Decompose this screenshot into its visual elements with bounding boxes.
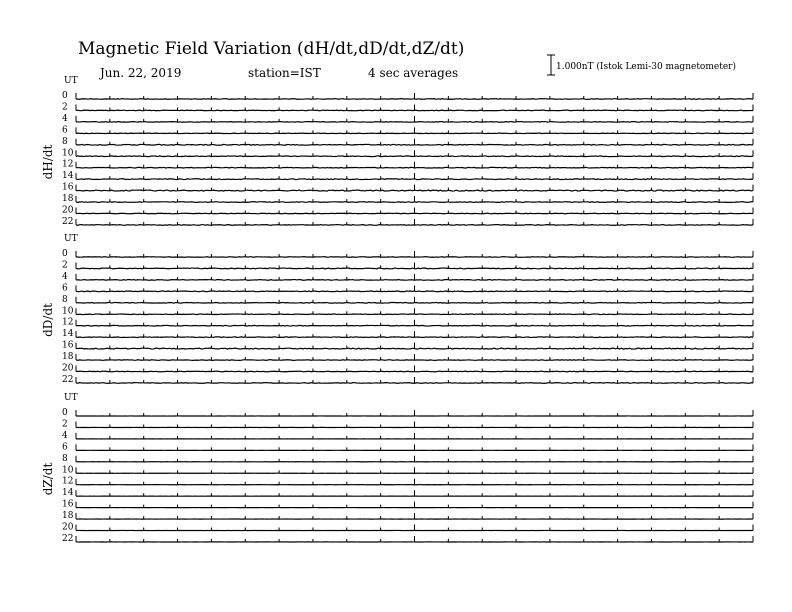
trace-line	[76, 225, 753, 226]
trace-line	[76, 291, 753, 292]
trace-line	[76, 348, 753, 349]
component-label: dZ/dt	[41, 462, 55, 496]
scale-bar	[547, 55, 736, 75]
hour-label: 6	[62, 125, 68, 136]
trace-line	[76, 144, 753, 145]
hour-label: 20	[62, 363, 74, 374]
trace-line	[76, 156, 753, 157]
panels-group	[41, 76, 753, 544]
trace-line	[76, 314, 753, 315]
hour-label: 16	[62, 499, 74, 510]
trace-line	[76, 122, 753, 123]
hour-label: 22	[62, 216, 74, 227]
ut-label: UT	[64, 234, 78, 244]
hour-label: 4	[62, 271, 68, 282]
hour-label: 14	[62, 488, 74, 499]
ut-label: UT	[64, 393, 78, 403]
hour-label: 16	[62, 182, 74, 193]
ut-label: UT	[64, 76, 78, 86]
date-label: Jun. 22, 2019	[100, 66, 182, 80]
trace-line	[76, 190, 753, 191]
hour-label: 18	[62, 511, 74, 522]
trace-line	[76, 360, 753, 361]
trace-line	[76, 99, 753, 100]
hour-label: 2	[62, 102, 68, 113]
panel-2	[41, 393, 753, 544]
averaging-label: 4 sec averages	[368, 66, 459, 80]
panel-0	[41, 76, 753, 227]
component-label: dD/dt	[41, 303, 55, 337]
trace-line	[76, 213, 753, 214]
trace-line	[76, 325, 753, 326]
hour-label: 20	[62, 205, 74, 216]
hour-label: 12	[62, 317, 74, 328]
station-label: station=IST	[248, 66, 321, 80]
hour-label: 10	[62, 148, 74, 159]
hour-label: 16	[62, 340, 74, 351]
hour-label: 22	[62, 374, 74, 385]
hour-label: 0	[62, 408, 68, 418]
hour-label: 2	[62, 419, 68, 430]
hour-label: 8	[62, 453, 68, 464]
trace-line	[76, 302, 753, 303]
hour-label: 12	[62, 159, 74, 170]
hour-label: 22	[62, 533, 74, 544]
panel-1	[41, 234, 753, 385]
trace-line	[76, 257, 753, 258]
hour-label: 12	[62, 476, 74, 487]
hour-label: 10	[62, 306, 74, 317]
hour-label: 2	[62, 260, 68, 271]
scale-bar-label: 1.000nT (Istok Lemi-30 magnetometer)	[556, 62, 736, 72]
trace-line	[76, 337, 753, 338]
chart-title: Magnetic Field Variation (dH/dt,dD/dt,dZ/dt)	[78, 39, 465, 59]
hour-label: 14	[62, 171, 74, 182]
trace-line	[76, 202, 753, 203]
trace-line	[76, 371, 753, 372]
hour-label: 10	[62, 465, 74, 476]
trace-line	[76, 280, 753, 281]
trace-line	[76, 167, 753, 168]
hour-label: 18	[62, 352, 74, 363]
hour-label: 0	[62, 91, 68, 101]
hour-label: 4	[62, 113, 68, 124]
hour-label: 18	[62, 194, 74, 205]
hour-label: 8	[62, 136, 68, 147]
trace-line	[76, 110, 753, 111]
hour-label: 14	[62, 329, 74, 340]
hour-label: 20	[62, 522, 74, 533]
component-label: dH/dt	[41, 144, 55, 180]
hour-label: 0	[62, 249, 68, 259]
hour-label: 4	[62, 430, 68, 441]
trace-line	[76, 383, 753, 384]
trace-line	[76, 268, 753, 269]
hour-label: 6	[62, 442, 68, 453]
hour-label: 8	[62, 294, 68, 305]
hour-label: 6	[62, 283, 68, 294]
